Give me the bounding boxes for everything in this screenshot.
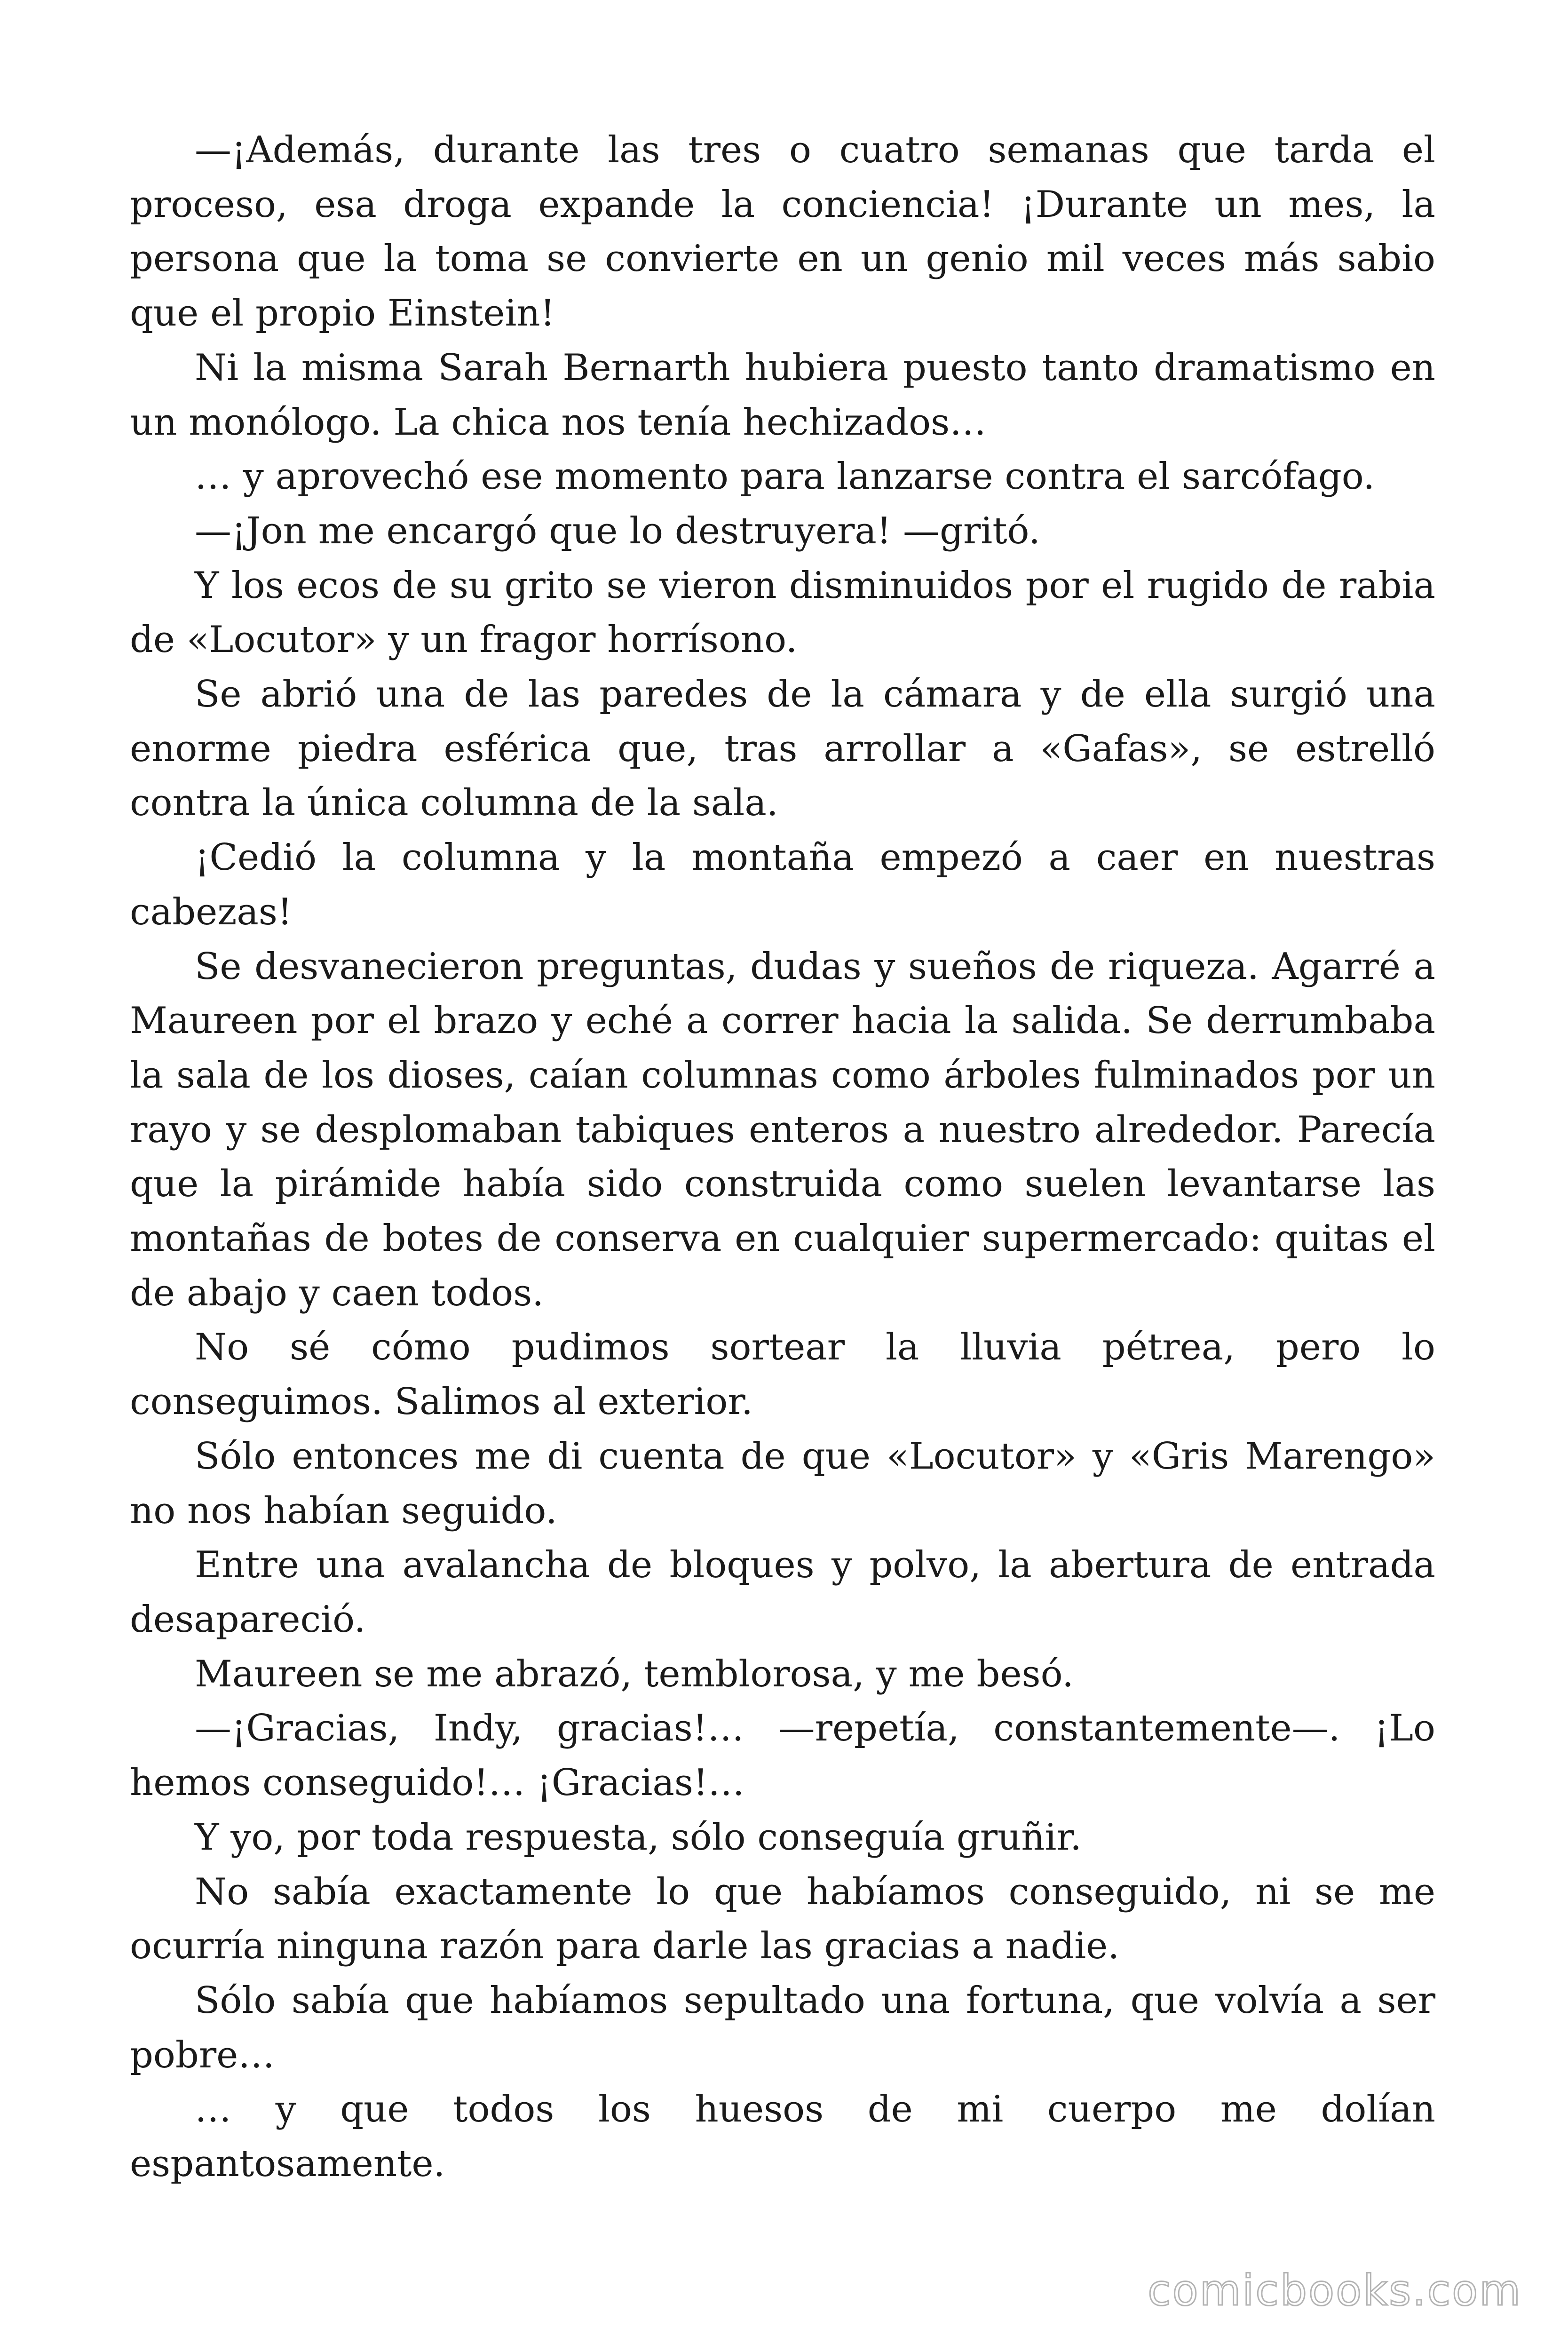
paragraph: Ni la misma Sarah Bernarth hubiera puesto tanto dramatismo en un monólogo. La chica nos tenía hechizados… [130, 346, 1435, 444]
paragraph: Se desvanecieron preguntas, dudas y sueños de riqueza. Agarré a Maureen por el brazo y eché a correr hacia la salida. Se derrumbaba la sala de los dioses, caían columnas como árboles fulminados por un rayo y se desplomaban tabiques enteros a nuestro alrededor. Parecía que la pirámide había sido construida como suelen levantarse las montañas de botes de conserva en cualquier supermercado: quitas el de abajo y caen todos. [130, 945, 1435, 1314]
paragraph: Y yo, por toda respuesta, sólo conseguía gruñir. [195, 1816, 1082, 1859]
paragraph: Sólo entonces me di cuenta de que «Locutor» y «Gris Marengo» no nos habían seguido. [130, 1435, 1435, 1532]
page-body [130, 123, 1435, 2192]
paragraph: —¡Jon me encargó que lo destruyera! —gritó. [195, 509, 1040, 552]
watermark: comicbooks.com [1148, 2266, 1522, 2315]
paragraph: Entre una avalancha de bloques y polvo, la abertura de entrada desapareció. [130, 1544, 1435, 1641]
paragraph: Y los ecos de su grito se vieron disminuidos por el rugido de rabia de «Locutor» y un fragor horrísono. [130, 564, 1435, 661]
paragraph: Sólo sabía que habíamos sepultado una fortuna, que volvía a ser pobre… [130, 1979, 1435, 2076]
paragraph: … y aprovechó ese momento para lanzarse contra el sarcófago. [195, 455, 1375, 498]
paragraph: —¡Además, durante las tres o cuatro semanas que tarda el proceso, esa droga expande la conciencia! ¡Durante un mes, la persona que la toma se convierte en un genio mil veces más sabio que el propio Einstein! [130, 129, 1435, 335]
paragraph: Maureen se me abrazó, temblorosa, y me besó. [195, 1653, 1074, 1695]
paragraph: ¡Cedió la columna y la montaña empezó a caer en nuestras cabezas! [130, 836, 1435, 933]
paragraph: Se abrió una de las paredes de la cámara y de ella surgió una enorme piedra esférica que, tras arrollar a «Gafas», se estrelló contra la única columna de la sala. [130, 673, 1435, 825]
paragraph: … y que todos los huesos de mi cuerpo me dolían espantosamente. [130, 2088, 1435, 2185]
paragraph: —¡Gracias, Indy, gracias!… —repetía, constantemente—. ¡Lo hemos conseguido!… ¡Gracias!… [130, 1707, 1435, 1804]
paragraph: No sabía exactamente lo que habíamos conseguido, ni se me ocurría ninguna razón para darle las gracias a nadie. [130, 1870, 1435, 1968]
paragraph: No sé cómo pudimos sortear la lluvia pétrea, pero lo conseguimos. Salimos al exterior. [130, 1326, 1435, 1423]
